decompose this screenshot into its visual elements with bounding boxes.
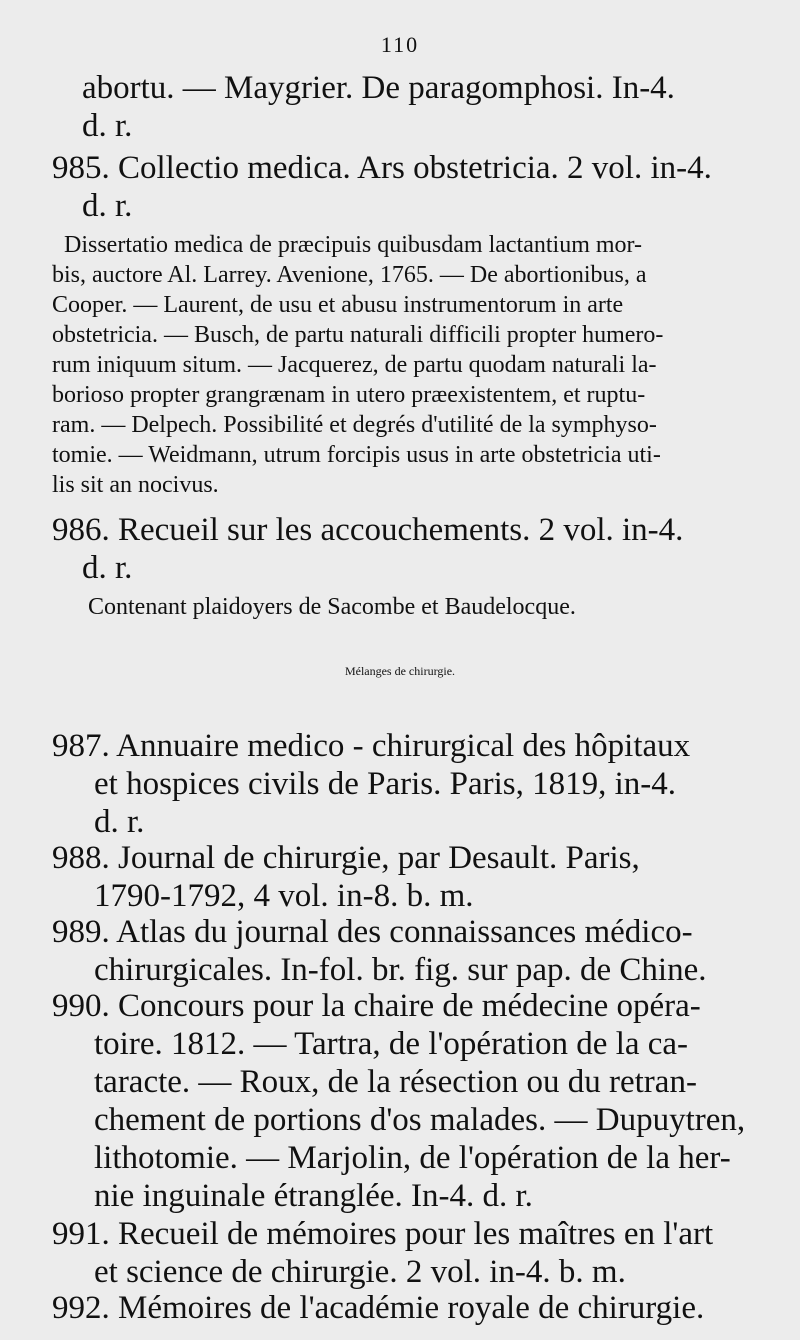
entry-line: 990. Concours pour la chaire de médecine opéra- [52,988,701,1024]
entry-986-note-line: Contenant plaidoyers de Sacombe et Baudelocque. [88,594,576,620]
section-heading: Mélanges de chirurgie. [344,664,456,678]
page-number: 110 [380,32,420,57]
entry-985-note-line: bis, auctore Al. Larrey. Avenione, 1765. — De abortionibus, a [52,262,647,288]
entry-line: abortu. — Maygrier. De paragomphosi. In-4. [82,70,675,106]
entry-line: 992. Mémoires de l'académie royale de chirurgie. [52,1290,705,1326]
entry-985-format: d. r. [82,188,133,224]
entry-line: d. r. [82,108,133,144]
entry-985-note-line: Cooper. — Laurent, de usu et abusu instrumentorum in arte [52,292,624,318]
entry-line: 989. Atlas du journal des connaissances médico- [52,914,693,950]
entry-line: taracte. — Roux, de la résection ou du retran- [94,1064,697,1100]
entry-line: nie inguinale étranglée. In-4. d. r. [94,1178,533,1214]
entry-985-note-line: rum iniquum situm. — Jacquerez, de partu quodam naturali la- [52,352,657,378]
entry-985-title: 985. Collectio medica. Ars obstetricia. 2 vol. in-4. [52,150,712,186]
entry-line: et science de chirurgie. 2 vol. in-4. b. m. [94,1254,626,1290]
entry-986-format: d. r. [82,550,133,586]
entry-line: 1790-1792, 4 vol. in-8. b. m. [94,878,474,914]
entry-line: 991. Recueil de mémoires pour les maîtres en l'art [52,1216,714,1252]
entry-985-note-line: lis sit an nocivus. [52,472,219,498]
entry-985-note-line: borioso propter grangrænam in utero præexistentem, et ruptu- [52,382,646,408]
entry-line: chirurgicales. In-fol. br. fig. sur pap. de Chine. [94,952,707,988]
entry-line: toire. 1812. — Tartra, de l'opération de la ca- [94,1026,689,1062]
entry-line: chement de portions d'os malades. — Dupuytren, [94,1102,746,1138]
entry-line: 987. Annuaire medico - chirurgical des hôpitaux [52,728,691,764]
entry-985-note-line: ram. — Delpech. Possibilité et degrés d'utilité de la symphyso- [52,412,657,438]
entry-986-title: 986. Recueil sur les accouchements. 2 vol. in-4. [52,512,684,548]
entry-line: d. r. [94,804,145,840]
entry-line: lithotomie. — Marjolin, de l'opération de la her- [94,1140,731,1176]
entry-985-note-line: obstetricia. — Busch, de partu naturali difficili propter humero- [52,322,664,348]
entry-line: et hospices civils de Paris. Paris, 1819, in-4. [94,766,677,802]
entry-985-note-line: tomie. — Weidmann, utrum forcipis usus in arte obstetricia uti- [52,442,661,468]
entry-985-note-line: Dissertatio medica de præcipuis quibusdam lactantium mor- [64,232,643,258]
entry-line: 988. Journal de chirurgie, par Desault. Paris, [52,840,640,876]
